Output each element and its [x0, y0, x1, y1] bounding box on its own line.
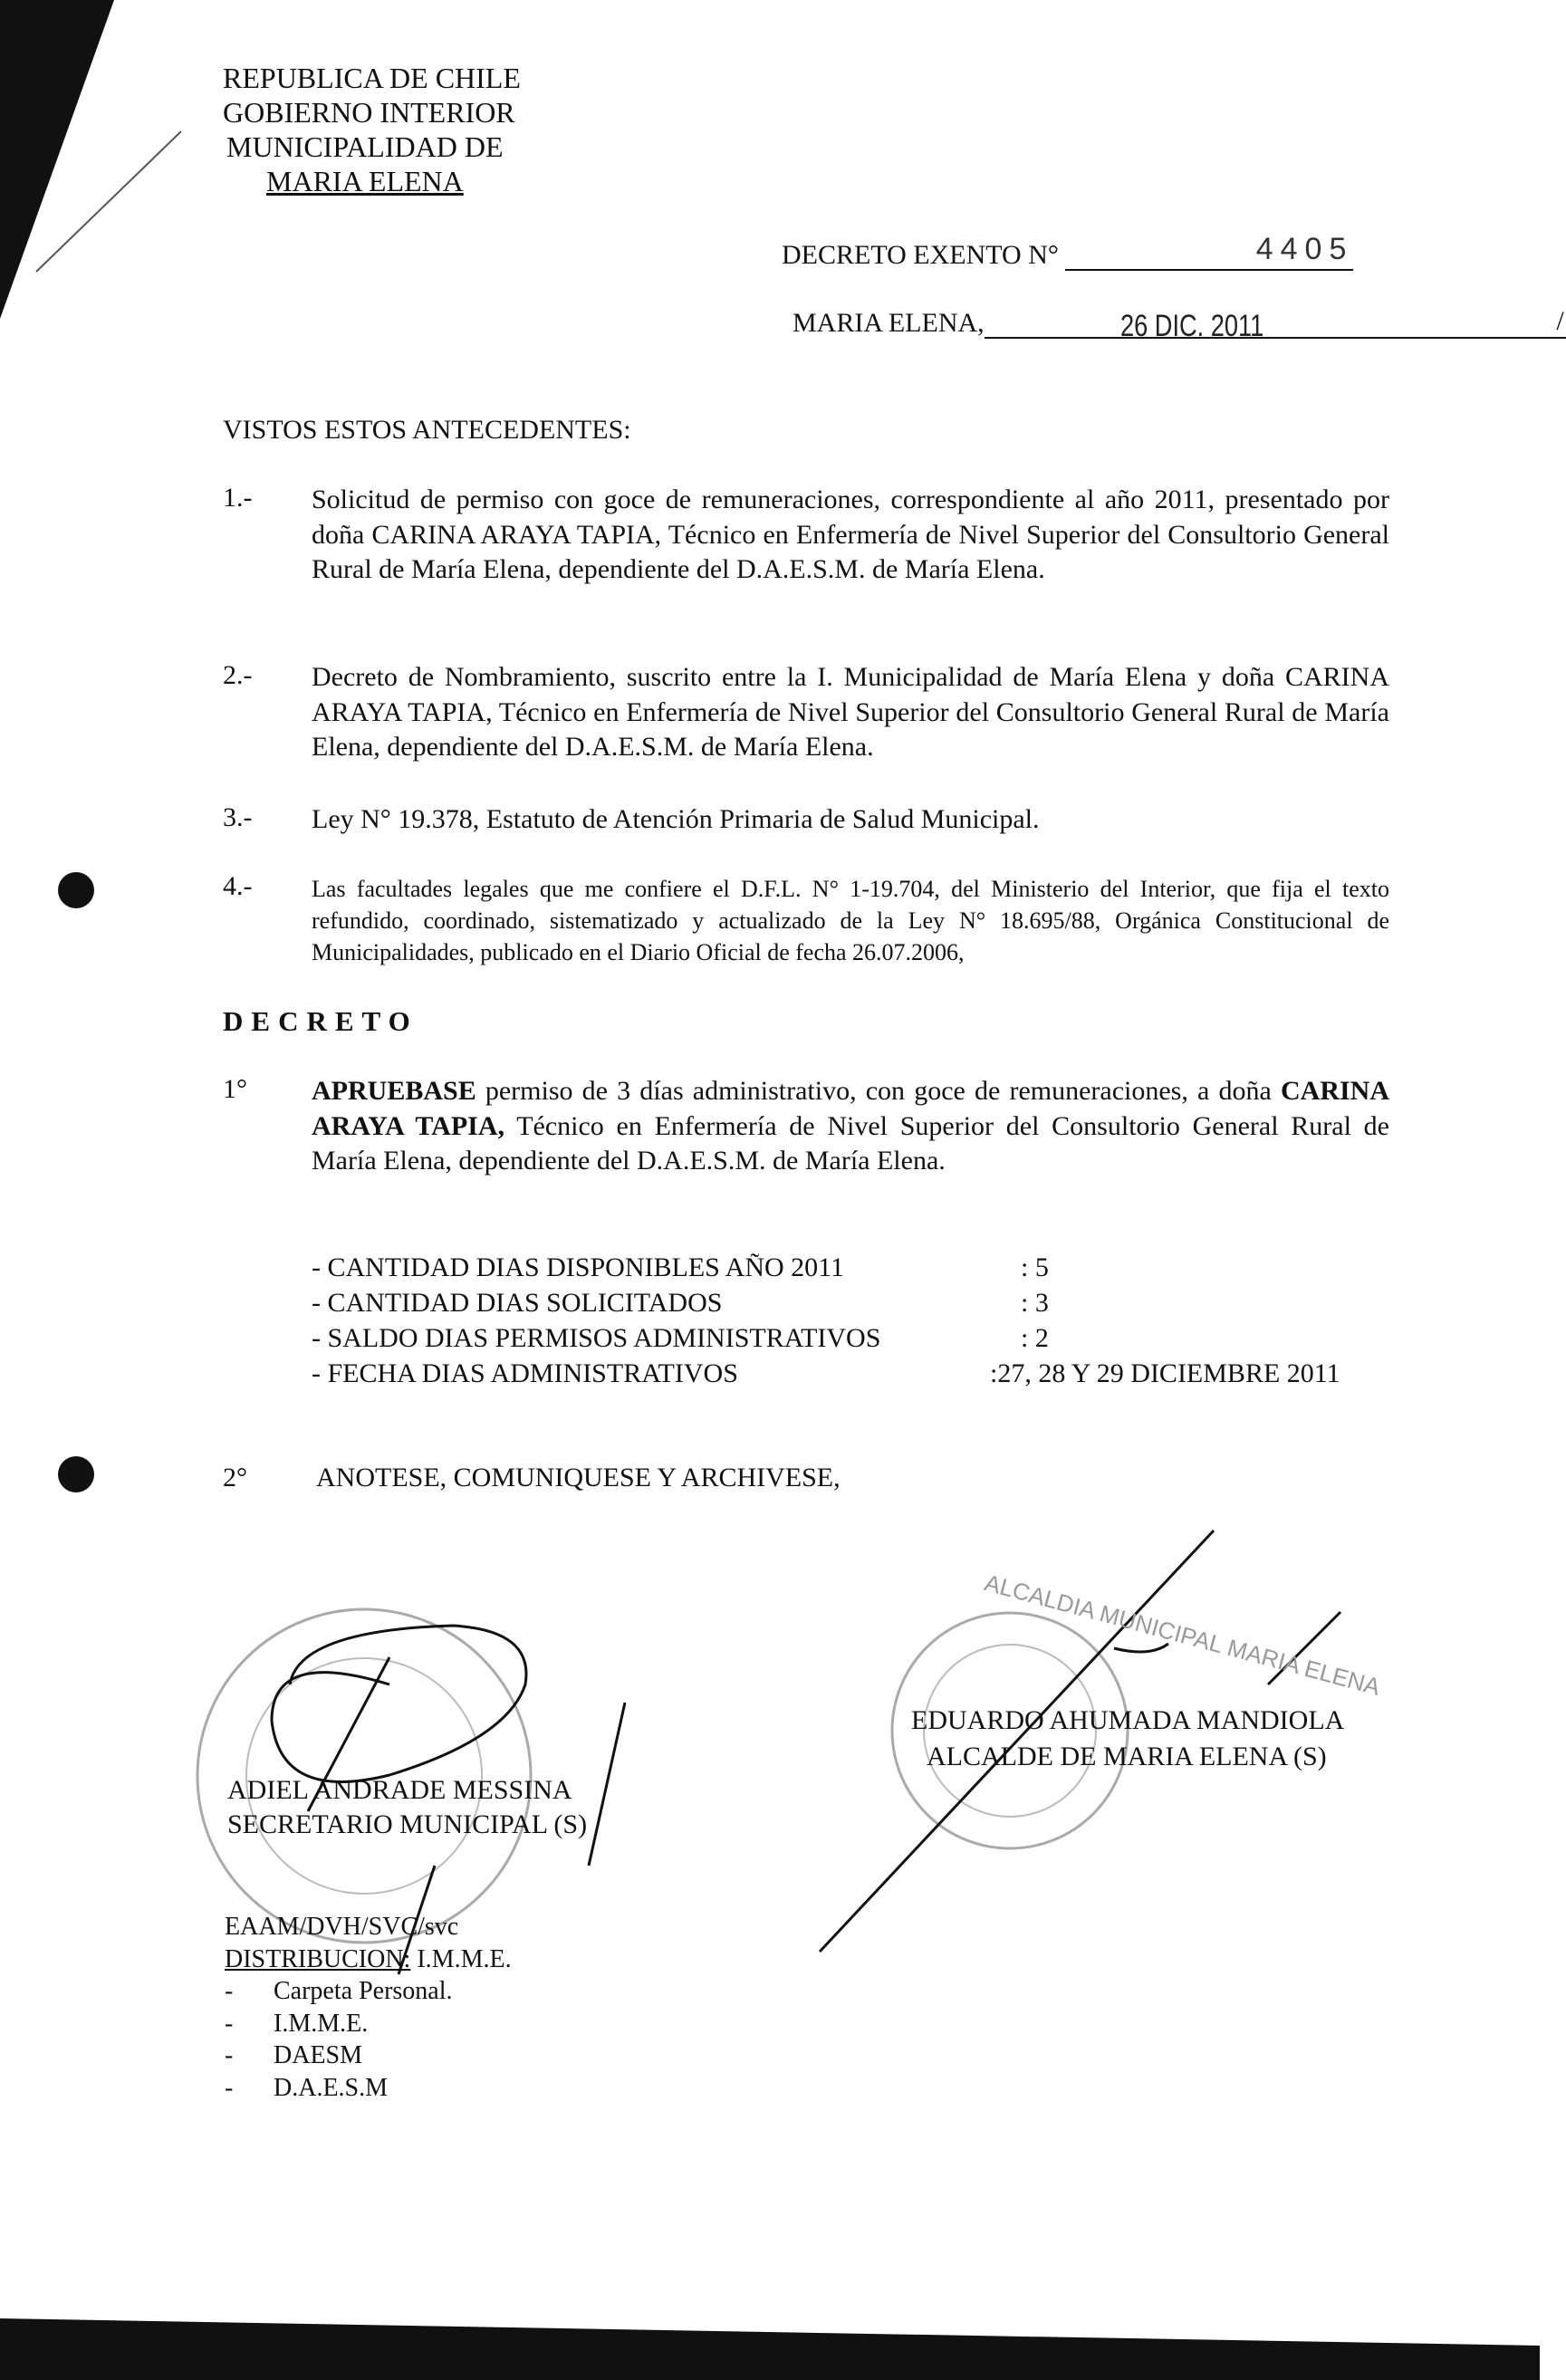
right-signature-block	[911, 1703, 1344, 1775]
distribution-item: D.A.E.S.M	[274, 2073, 389, 2102]
detail-label: - SALDO DIAS PERMISOS ADMINISTRATIVOS	[312, 1323, 881, 1353]
distribution-block: EAAM/DVH/SVC/svc DISTRIBUCION: I.M.M.E. - Carpeta Personal. - I.M.M.E. - DAESM - D.A.E.S.M	[225, 1913, 512, 2102]
letterhead-line: MUNICIPALIDAD DE	[226, 130, 504, 163]
letterhead-line: MARIA ELENA	[266, 165, 464, 197]
item-text: Solicitud de permiso con goce de remuneraciones, correspondiente al año 2011, presentado por doña CARINA ARAYA TAPIA, Técnico en Enfermería de Nivel Superior del Consultorio General Rural de María Elena, dependiente del D.A.E.S.M. de María Elena.	[312, 485, 1389, 584]
item-number: 4.-	[223, 871, 253, 901]
detail-label: - CANTIDAD DIAS DISPONIBLES AÑO 2011	[312, 1252, 845, 1282]
item-number: 3.-	[223, 802, 253, 832]
detail-value: :27, 28 Y 29 DICIEMBRE 2011	[990, 1358, 1340, 1388]
article-text: Técnico en Enfermería de Nivel Superior del Consultorio General Rural de María Elena, dependiente del D.A.E.S.M. de María Elena.	[312, 1110, 1389, 1176]
item-number: 1.-	[223, 483, 253, 513]
item-number: 2.-	[223, 660, 253, 690]
date-stamp: 26 DIC. 2011	[1119, 309, 1263, 343]
right-stamp-text: ALCALDIA MUNICIPAL MARIA ELENA	[981, 1569, 1384, 1701]
distribution-item: I.M.M.E.	[274, 2009, 369, 2038]
detail-label: - CANTIDAD DIAS SOLICITADOS	[312, 1288, 723, 1318]
decreto-title: DECRETO	[223, 1005, 418, 1037]
article-2-text: ANOTESE, COMUNIQUESE Y ARCHIVESE,	[316, 1463, 841, 1492]
initials: EAAM/DVH/SVC/svc	[225, 1913, 459, 1941]
item-text: Decreto de Nombramiento, suscrito entre la I. Municipalidad de María Elena y doña CARINA ARAYA TAPIA, Técnico en Enfermería de Nivel Superior del Consultorio General Rural de María Elena, dependiente del D.A.E.S.M. de María Elena.	[312, 662, 1389, 762]
article-number: 1°	[223, 1074, 247, 1104]
article-number: 2°	[223, 1463, 247, 1492]
signer-name: ADIEL ANDRADE MESSINA	[227, 1775, 572, 1805]
decree-number-label: DECRETO EXENTO N°	[782, 240, 1059, 270]
left-signature-block	[227, 1773, 587, 1842]
decree-number-stamp: 4405	[1255, 232, 1354, 266]
article-text: permiso de 3 días administrativo, con goce de remuneraciones, a doña	[476, 1076, 1281, 1106]
distribution-item: DAESM	[274, 2041, 363, 2069]
distribution-label: DISTRIBUCION:	[225, 1944, 411, 1973]
date-end-mark: /	[1556, 306, 1564, 336]
detail-label: - FECHA DIAS ADMINISTRATIVOS	[312, 1358, 738, 1388]
detail-value: : 5	[1021, 1252, 1049, 1282]
employee-name: CARINA ARAYA TAPIA,	[312, 1076, 1389, 1141]
detail-value: : 3	[1021, 1288, 1049, 1318]
item-text: Las facultades legales que me confiere el D.F.L. N° 1-19.704, del Ministerio del Interior, que fija el texto refundido, coordinado, sistematizado y actualizado de la Ley N° 18.695/88, Orgánica Constitucional de Municipalidades, publicado en el Diario Oficial de fecha 26.07.2006,	[312, 876, 1389, 965]
distribution-item: Carpeta Personal.	[274, 1977, 453, 2005]
letterhead-line: GOBIERNO INTERIOR	[223, 96, 515, 129]
signer-title: ALCALDE DE MARIA ELENA (S)	[927, 1742, 1327, 1771]
distribution-value: I.M.M.E.	[410, 1944, 512, 1973]
letterhead-line: REPUBLICA DE CHILE	[223, 62, 521, 94]
signer-name: EDUARDO AHUMADA MANDIOLA	[911, 1705, 1345, 1735]
vistos-title: VISTOS ESTOS ANTECEDENTES:	[223, 415, 631, 445]
place-label: MARIA ELENA,	[793, 308, 985, 338]
approve-keyword: APRUEBASE	[312, 1076, 476, 1106]
detail-value: : 2	[1021, 1323, 1049, 1353]
signer-title: SECRETARIO MUNICIPAL (S)	[227, 1809, 588, 1839]
item-text: Ley N° 19.378, Estatuto de Atención Primaria de Salud Municipal.	[312, 804, 1040, 834]
